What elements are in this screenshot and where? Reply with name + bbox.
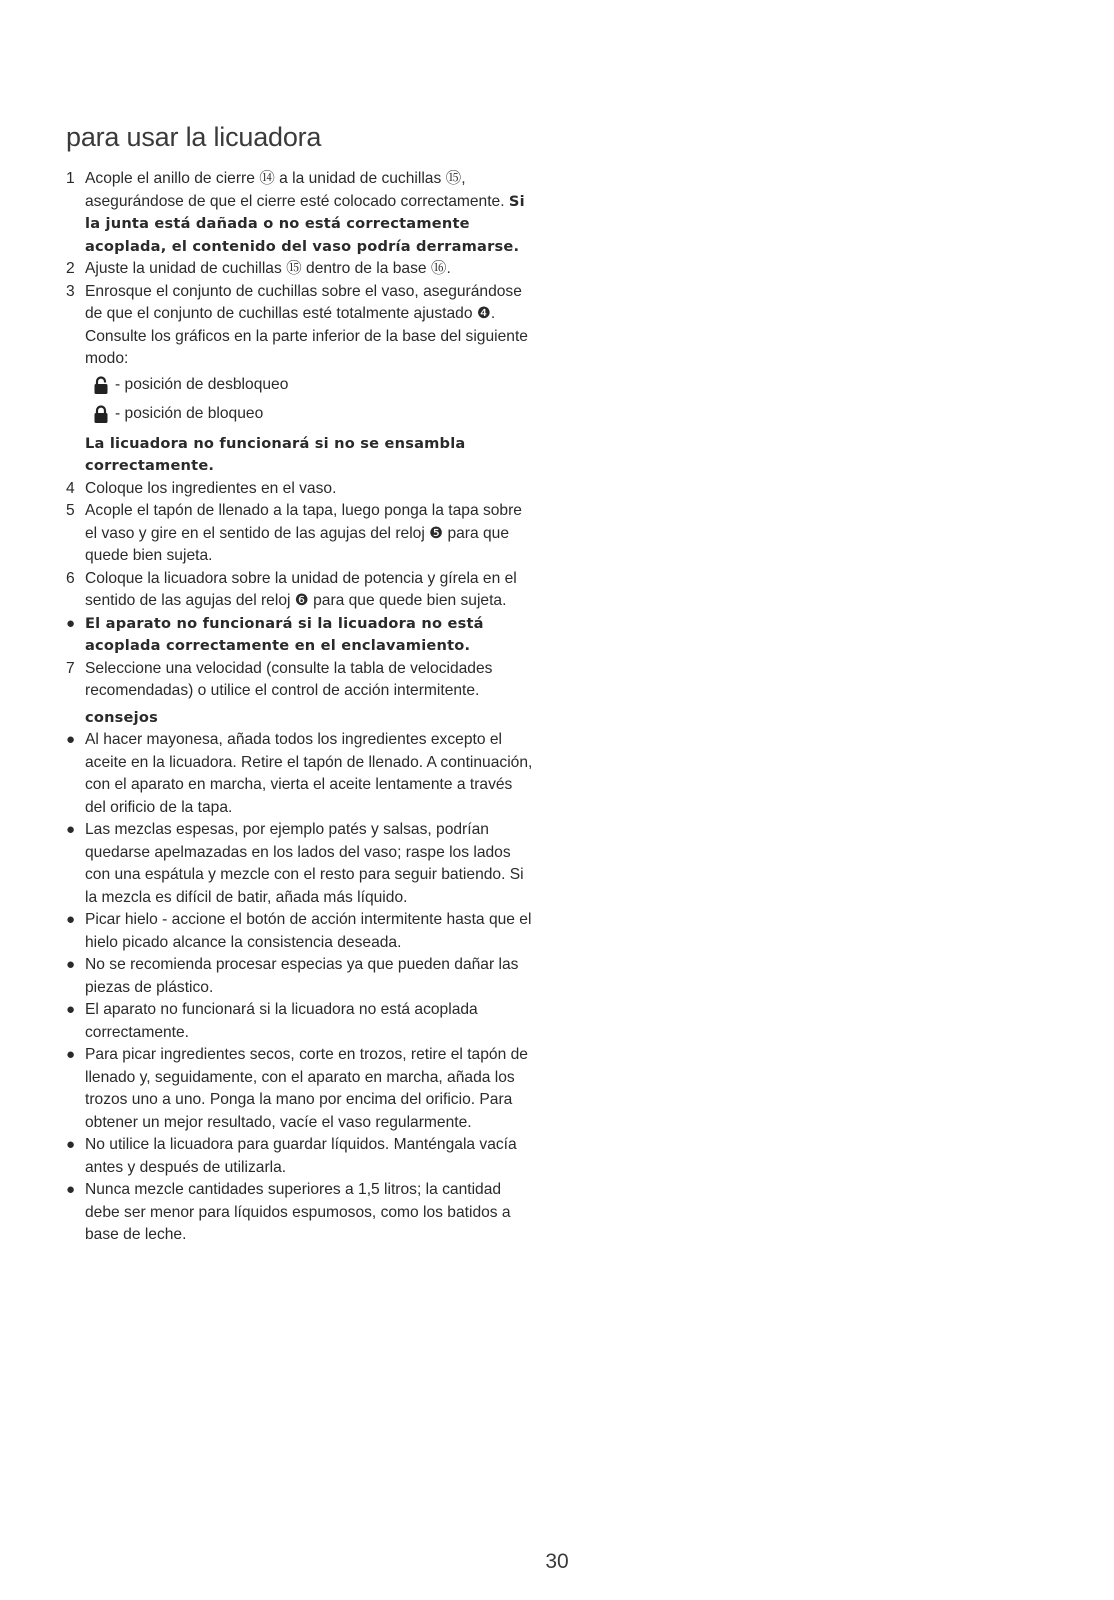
- instructions-column: [66, 168, 536, 1247]
- step-text: Acople el tapón de llenado a la tapa, luego ponga la tapa sobre el vaso y gire en el sentido de las agujas del reloj ❺ para que quede bien sujeta.: [85, 502, 522, 564]
- step-number: 3: [66, 282, 75, 300]
- tips-heading: consejos: [85, 708, 158, 726]
- unlock-legend: [66, 371, 536, 400]
- tip-item: [66, 819, 536, 909]
- tip-text: No utilice la licuadora para guardar líquidos. Manténgala vacía antes y después de utilizarla.: [85, 1136, 517, 1176]
- lock-icon: [93, 405, 109, 424]
- step-3: [66, 281, 536, 371]
- tip-text: Para picar ingredientes secos, corte en trozos, retire el tapón de llenado y, seguidamente, con el aparato en marcha, añada los trozos uno a uno. Ponga la mano por encima del orificio. Para obtener un mejor resultado, vacíe el vaso regularmente.: [85, 1046, 528, 1131]
- step-7: [66, 658, 536, 703]
- tip-item: [66, 909, 536, 954]
- step-5: [66, 500, 536, 568]
- bullet-icon: ●: [66, 1181, 76, 1198]
- step-number: 6: [66, 569, 75, 587]
- bullet-icon: ●: [66, 614, 76, 632]
- step-4: [66, 478, 536, 501]
- unlock-label: - posición de desbloqueo: [115, 375, 289, 393]
- step-number: 2: [66, 260, 75, 277]
- tip-item: [66, 954, 536, 999]
- step-text: Enrosque el conjunto de cuchillas sobre el vaso, asegurándose de que el conjunto de cuchillas esté totalmente ajustado ❹. Consulte los gráficos en la parte inferior de la base del siguiente modo:: [85, 282, 528, 367]
- tip-item: [66, 1044, 536, 1134]
- step-number: 1: [66, 170, 75, 187]
- step-2: [66, 258, 536, 281]
- lock-label: - posición de bloqueo: [115, 404, 264, 422]
- step-text: Seleccione una velocidad (consulte la tabla de velocidades recomendadas) o utilice el control de acción intermitente.: [85, 659, 493, 699]
- step-number: 5: [66, 502, 75, 519]
- bullet-icon: ●: [66, 821, 76, 838]
- tip-item: [66, 999, 536, 1044]
- interlock-warning-text: El aparato no funcionará si la licuadora no está acoplada correctamente en el enclavamiento.: [85, 614, 484, 654]
- step-text: Ajuste la unidad de cuchillas ⑮ dentro de la base ⑯.: [85, 260, 451, 277]
- tip-text: Al hacer mayonesa, añada todos los ingredientes excepto el aceite en la licuadora. Retire el tapón de llenado. A continuación, con el aparato en marcha, vierta el aceite lentamente a través del orificio de la tapa.: [85, 731, 533, 816]
- bullet-icon: ●: [66, 1136, 76, 1153]
- bullet-icon: ●: [66, 731, 76, 748]
- lock-legend: [66, 400, 536, 429]
- bullet-icon: ●: [66, 1046, 76, 1063]
- assembly-warning: La licuadora no funcionará si no se ensambla correctamente.: [85, 434, 466, 474]
- bullet-icon: ●: [66, 956, 76, 973]
- page-number: 30: [545, 1550, 569, 1573]
- tip-item: [66, 1179, 536, 1247]
- step-text: Coloque la licuadora sobre la unidad de potencia y gírela en el sentido de las agujas del reloj ❻ para que quede bien sujeta.: [85, 569, 517, 609]
- tip-text: Las mezclas espesas, por ejemplo patés y salsas, podrían quedarse apelmazadas en los lados del vaso; raspe los lados con una espátula y mezcle con el resto para seguir batiendo. Si la mezcla es difícil de batir, añada más líquido.: [85, 821, 524, 906]
- tip-text: No se recomienda procesar especias ya que pueden dañar las piezas de plástico.: [85, 956, 519, 996]
- step-warning: Si la junta está dañada o no está correctamente acoplada, el contenido del vaso podría derramarse.: [85, 192, 525, 255]
- step-1: [66, 168, 536, 258]
- bullet-icon: ●: [66, 911, 76, 928]
- tip-text: Picar hielo - accione el botón de acción intermitente hasta que el hielo picado alcance la consistencia deseada.: [85, 911, 532, 951]
- tip-text: El aparato no funcionará si la licuadora no está acoplada correctamente.: [85, 1001, 478, 1041]
- interlock-warning: [66, 613, 536, 658]
- page-title: para usar la licuadora: [66, 122, 322, 152]
- tip-item: [66, 1134, 536, 1179]
- step-number: 4: [66, 479, 75, 497]
- step-6: [66, 568, 536, 613]
- bullet-icon: ●: [66, 1001, 76, 1018]
- tip-item: [66, 729, 536, 819]
- step-text: Coloque los ingredientes en el vaso.: [85, 479, 337, 497]
- step-number: 7: [66, 659, 75, 677]
- unlock-icon: [93, 376, 109, 395]
- step-text: Acople el anillo de cierre ⑭ a la unidad de cuchillas ⑮, asegurándose de que el cierre esté colocado correctamente.: [85, 170, 505, 210]
- tip-text: Nunca mezcle cantidades superiores a 1,5 litros; la cantidad debe ser menor para líquidos espumosos, como los batidos a base de leche.: [85, 1181, 511, 1243]
